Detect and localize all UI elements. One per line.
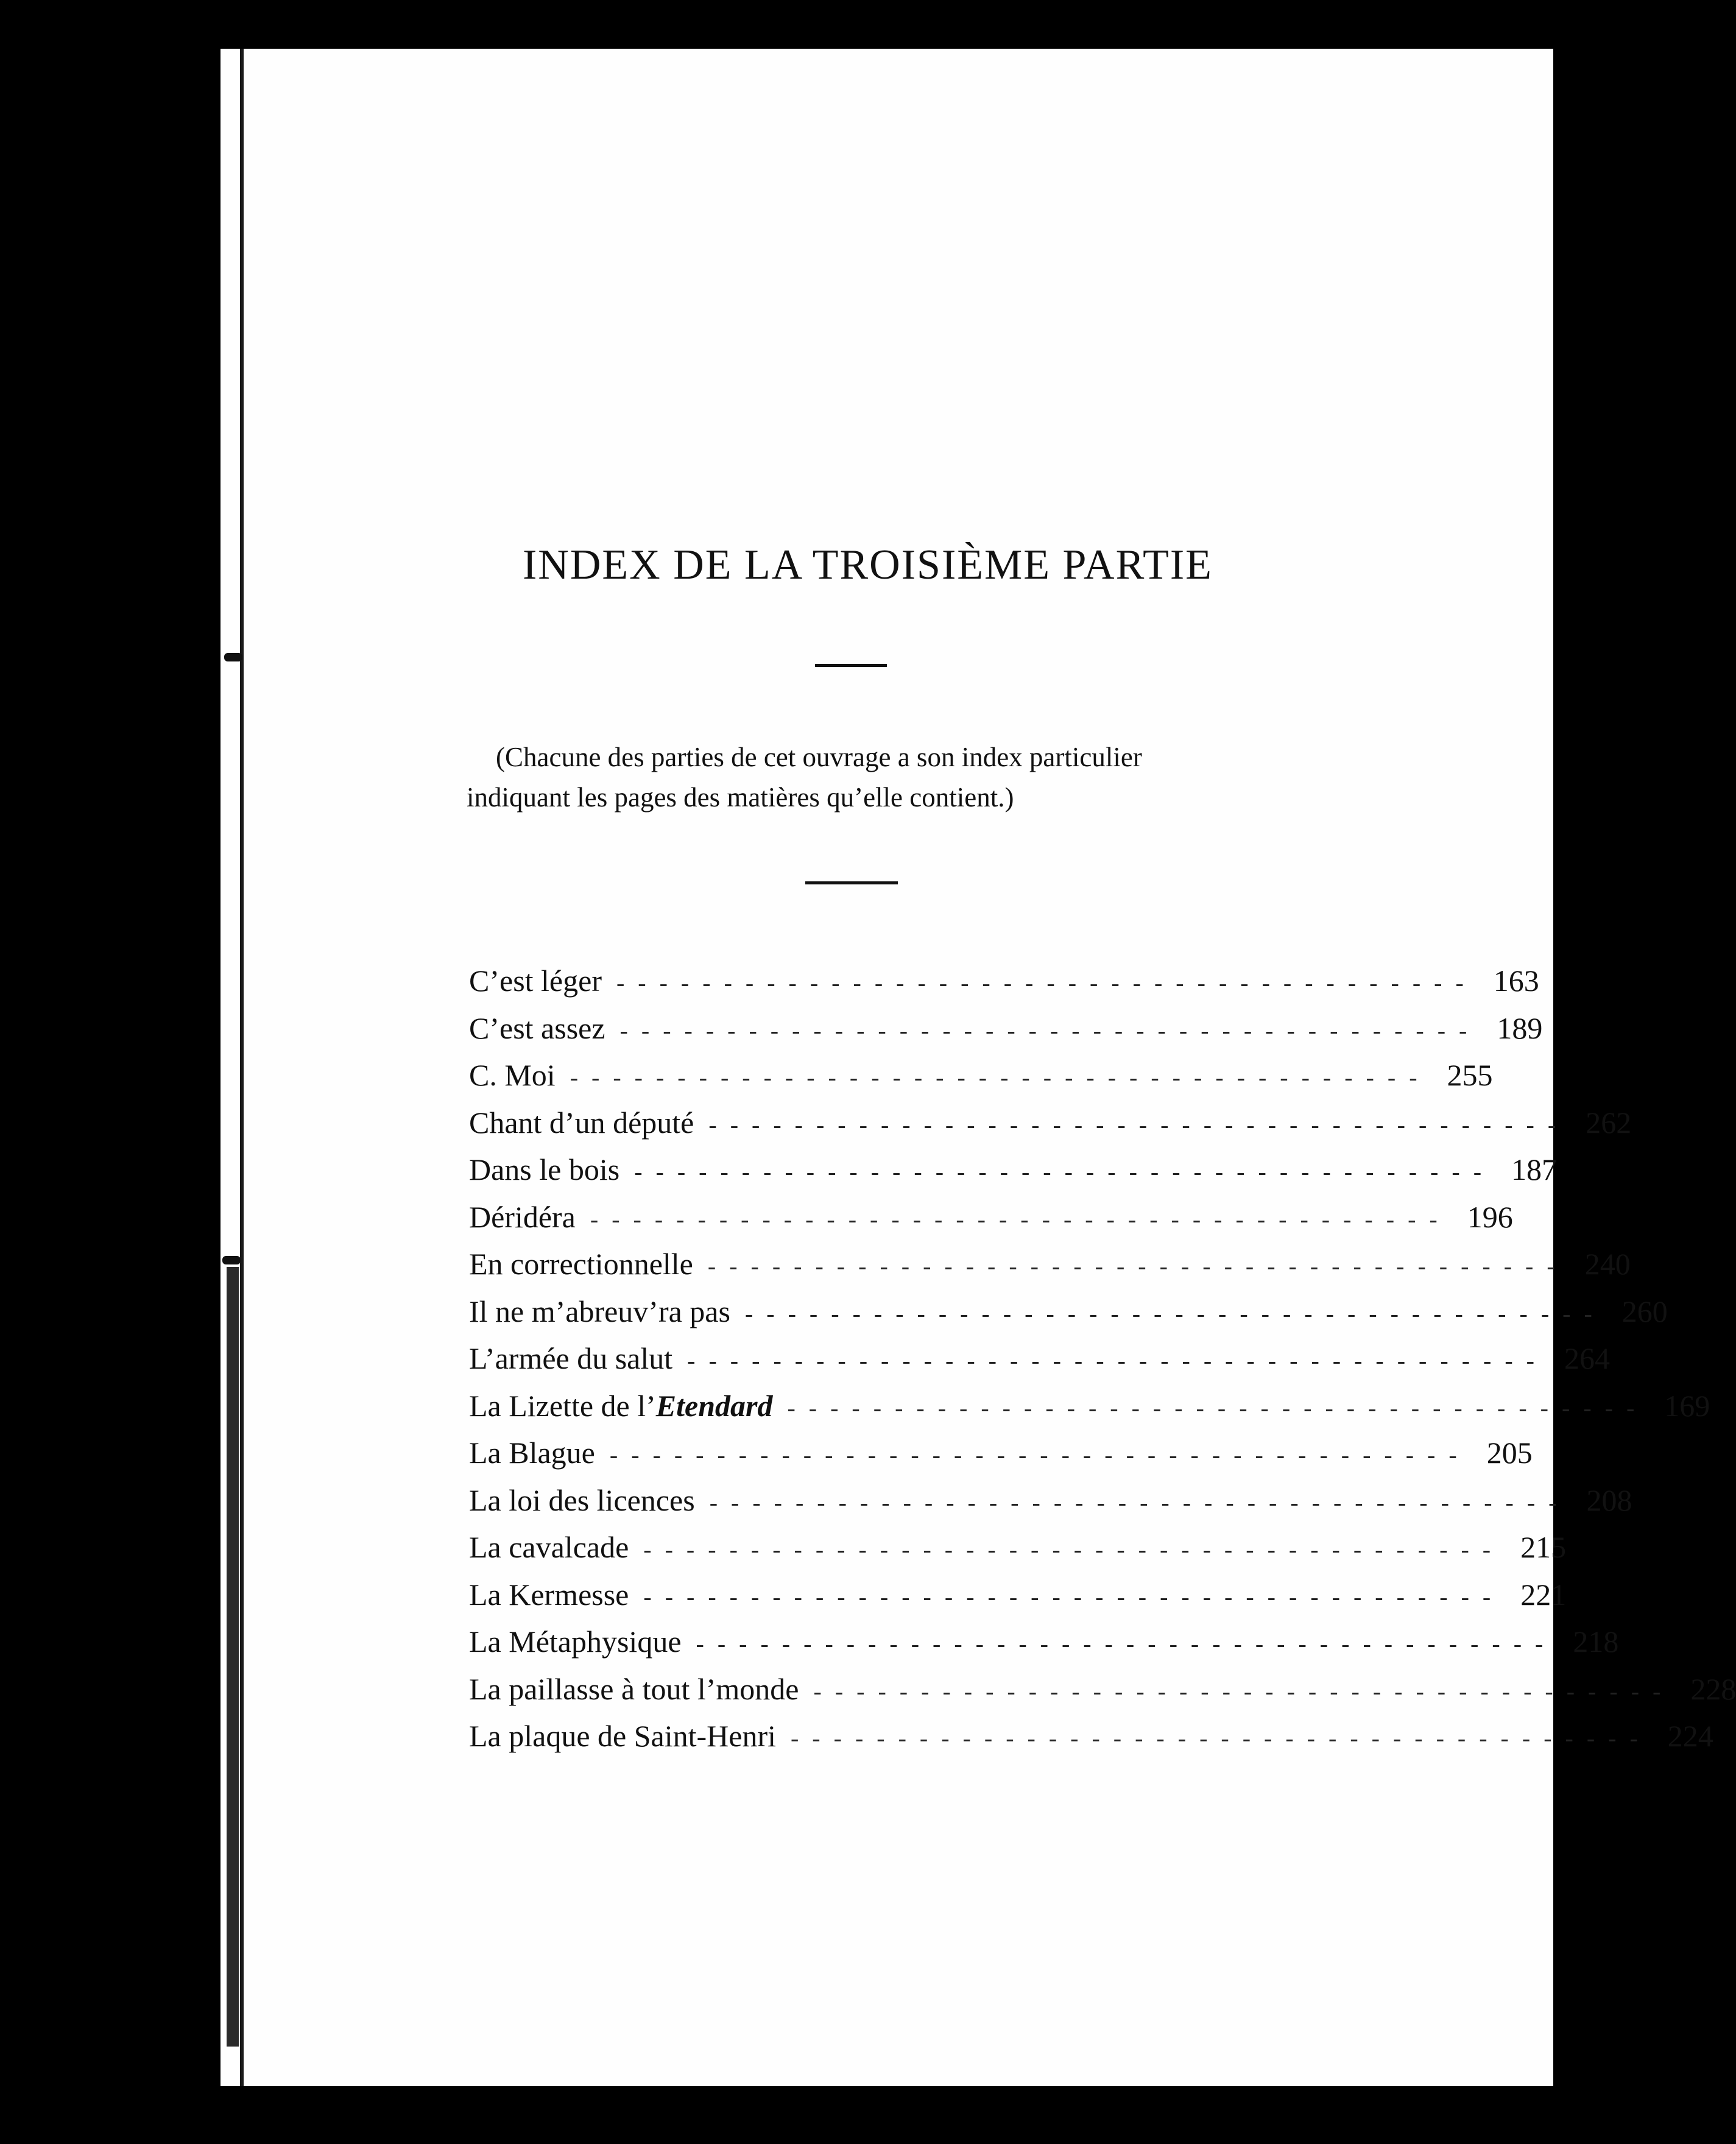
entry-title: Il ne m’abreuv’ra pas (469, 1294, 730, 1328)
entry-page-number: 215 (1520, 1530, 1567, 1564)
index-entry (469, 1477, 1632, 1525)
index-entries (469, 957, 1736, 1760)
entry-title: La Métaphysique (469, 1624, 682, 1659)
entry-title-italic: Etendard (655, 1388, 773, 1423)
index-title: INDEX DE LA TROISIÈME PARTIE (523, 541, 1213, 588)
dot-leader: ---------------------------------------- (643, 1536, 1505, 1563)
index-entry (469, 1618, 1619, 1666)
index-entry (469, 1194, 1513, 1241)
dot-leader: ---------------------------------------- (619, 1016, 1481, 1044)
binding-notch (222, 1256, 241, 1264)
entry-page-number: 224 (1667, 1719, 1713, 1753)
entry-title: La Blague (469, 1436, 595, 1470)
index-entry (469, 1335, 1610, 1383)
index-entry (469, 1571, 1567, 1619)
index-entry (469, 1241, 1631, 1288)
note-divider (805, 881, 898, 884)
entry-page-number: 187 (1511, 1152, 1558, 1187)
entry-page-number: 255 (1447, 1058, 1493, 1092)
entry-title: La loi des licences (469, 1483, 695, 1517)
binding-notch (224, 653, 242, 661)
index-entry (469, 1288, 1668, 1336)
entry-page-number: 221 (1520, 1577, 1567, 1612)
entry-title: Dans le bois (469, 1152, 620, 1187)
entry-title: C’est assez (469, 1010, 605, 1045)
dot-leader: ---------------------------------------- (590, 1205, 1451, 1233)
entry-title-text: La Lizette de l’ (469, 1388, 656, 1423)
entry-page-number: 196 (1467, 1199, 1513, 1234)
index-entry (469, 1383, 1710, 1430)
entry-page-number: 218 (1573, 1624, 1619, 1659)
index-entry (469, 1524, 1567, 1571)
dot-leader: ---------------------------------------- (813, 1677, 1674, 1705)
entry-page-number: 260 (1621, 1294, 1668, 1328)
index-entry (469, 1099, 1632, 1147)
entry-page-number: 208 (1586, 1483, 1632, 1517)
dot-leader: ---------------------------------------- (570, 1063, 1431, 1091)
entry-page-number: 169 (1664, 1388, 1710, 1423)
entry-page-number: 262 (1586, 1105, 1632, 1140)
note-line-2: indiquant les pages des matières qu’elle contient.) (467, 782, 1014, 813)
entry-title: C’est léger (469, 964, 602, 998)
entry-title: Chant d’un député (469, 1105, 694, 1140)
entry-page-number: 163 (1493, 964, 1539, 998)
dot-leader: ---------------------------------------- (790, 1724, 1651, 1752)
entry-title: L’armée du salut (469, 1341, 673, 1375)
dot-leader: ---------------------------------------- (634, 1158, 1495, 1185)
title-divider (815, 664, 887, 667)
dot-leader: ---------------------------------------- (787, 1394, 1648, 1422)
binding-shadow (227, 1267, 239, 2047)
dot-leader: ---------------------------------------- (643, 1582, 1505, 1610)
entry-page-number: 240 (1584, 1247, 1631, 1281)
dot-leader: ---------------------------------------- (687, 1347, 1548, 1374)
entry-title: C. Moi (469, 1058, 556, 1092)
dot-leader: ---------------------------------------- (616, 969, 1477, 996)
entry-page-number: 189 (1497, 1010, 1543, 1045)
index-entry (469, 1052, 1493, 1099)
index-entry (469, 1666, 1736, 1713)
dot-leader: ---------------------------------------- (609, 1441, 1470, 1469)
entry-title: La plaque de Saint-Henri (469, 1719, 776, 1753)
entry-title: En correctionnelle (469, 1247, 693, 1281)
entry-page-number: 205 (1486, 1436, 1533, 1470)
entry-title: La cavalcade (469, 1530, 629, 1564)
dot-leader: ---------------------------------------- (707, 1252, 1568, 1280)
dot-leader: ---------------------------------------- (696, 1630, 1557, 1657)
entry-page-number: 228 (1690, 1671, 1736, 1706)
index-entry (469, 1146, 1558, 1194)
entry-title (469, 1383, 787, 1430)
index-note (467, 737, 1246, 817)
dot-leader: ---------------------------------------- (744, 1299, 1606, 1327)
entry-title: Déridéra (469, 1199, 576, 1234)
index-entry (469, 957, 1539, 1005)
index-entry (469, 1430, 1533, 1477)
index-entry (469, 1005, 1543, 1053)
entry-title: La paillasse à tout l’monde (469, 1671, 799, 1706)
index-entry (469, 1713, 1713, 1760)
dot-leader: ---------------------------------------- (708, 1110, 1570, 1138)
entry-title: La Kermesse (469, 1577, 629, 1612)
dot-leader: ---------------------------------------- (709, 1488, 1570, 1516)
note-line-1: (Chacune des parties de cet ouvrage a son index particulier (496, 742, 1142, 772)
entry-page-number: 264 (1564, 1341, 1610, 1375)
